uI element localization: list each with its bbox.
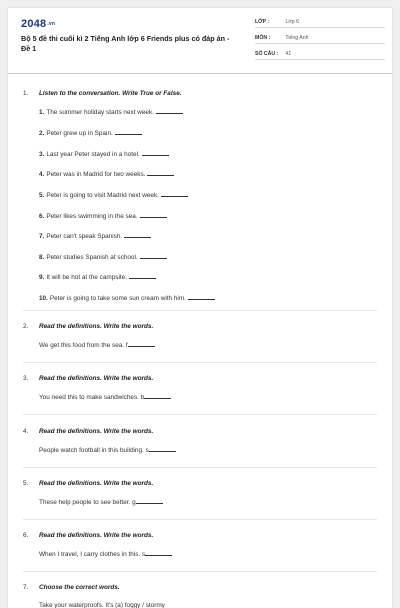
item-text: Last year Peter stayed in a hotel. xyxy=(46,151,140,158)
item-number: 7. xyxy=(39,233,45,240)
question-text xyxy=(39,341,155,349)
answer-blank[interactable] xyxy=(144,393,171,399)
question-instruction: Listen to the conversation. Write True or False. xyxy=(39,90,182,97)
question-number: 4. xyxy=(23,428,29,435)
divider xyxy=(23,362,377,363)
question-instruction: Read the definitions. Write the words. xyxy=(39,428,154,435)
question-text xyxy=(39,602,165,608)
answer-blank[interactable] xyxy=(188,294,215,300)
question-text xyxy=(39,498,163,506)
divider xyxy=(23,571,377,572)
answer-blank[interactable] xyxy=(147,170,174,176)
question-number: 5. xyxy=(23,480,29,487)
question-text xyxy=(39,446,176,454)
answer-blank[interactable] xyxy=(142,150,169,156)
list-item xyxy=(39,108,183,116)
answer-blank[interactable] xyxy=(149,446,176,452)
answer-blank[interactable] xyxy=(145,550,172,556)
answer-blank[interactable] xyxy=(161,191,188,197)
item-number: 8. xyxy=(39,254,45,261)
meta-question-count xyxy=(255,49,385,60)
question-instruction: Choose the correct words. xyxy=(39,584,120,591)
item-number: 2. xyxy=(39,130,45,137)
item-number: 5. xyxy=(39,192,45,199)
item-number: 6. xyxy=(39,213,45,220)
divider xyxy=(23,519,377,520)
answer-blank[interactable] xyxy=(129,273,156,279)
item-number: 3. xyxy=(39,151,45,158)
list-item xyxy=(39,191,188,199)
meta-subject-value: Tiếng Anh xyxy=(285,35,309,41)
meta-count-value: 41 xyxy=(285,51,292,57)
item-text: Peter was in Madrid for two weeks. xyxy=(46,171,146,178)
question-instruction: Read the definitions. Write the words. xyxy=(39,375,154,382)
item-number: 10. xyxy=(39,295,48,302)
item-text: People watch football in this building. s xyxy=(39,447,149,454)
document-page xyxy=(8,8,392,608)
answer-blank[interactable] xyxy=(140,212,167,218)
logo-main: 2048 xyxy=(21,18,47,30)
question-instruction: Read the definitions. Write the words. xyxy=(39,323,154,330)
divider xyxy=(23,310,377,311)
item-text: It will be hot at the campsite. xyxy=(46,274,127,281)
item-text: We get this food from the sea. f xyxy=(39,342,128,349)
answer-blank[interactable] xyxy=(124,232,151,238)
question-number: 1. xyxy=(23,90,29,97)
item-text: Peter can't speak Spanish. xyxy=(46,233,123,240)
divider xyxy=(23,467,377,468)
list-item xyxy=(39,170,174,178)
site-logo[interactable] xyxy=(21,18,55,30)
meta-class-value: Lớp 6 xyxy=(285,19,299,25)
item-text: Peter grew up in Spain. xyxy=(46,130,113,137)
meta-class xyxy=(255,17,385,28)
question-number: 7. xyxy=(23,584,29,591)
list-item xyxy=(39,273,156,281)
list-item xyxy=(39,253,167,261)
document-header xyxy=(8,8,392,74)
question-number: 2. xyxy=(23,323,29,330)
list-item xyxy=(39,212,167,220)
meta-subject xyxy=(255,33,385,44)
item-text: Peter is going to visit Madrid next week. xyxy=(46,192,159,199)
question-number: 3. xyxy=(23,375,29,382)
question-number: 6. xyxy=(23,532,29,539)
item-text: Peter studies Spanish at school. xyxy=(46,254,138,261)
list-item xyxy=(39,232,151,240)
answer-blank[interactable] xyxy=(156,108,183,114)
item-text: These help people to see better. g xyxy=(39,499,136,506)
item-text: When I travel, I carry clothes in this. s xyxy=(39,551,146,558)
page-title: Bộ 5 đề thi cuối kì 2 Tiếng Anh lớp 6 Friends plus có đáp án - Đề 1 xyxy=(21,34,230,53)
item-text: You need this to make sandwiches. b xyxy=(39,394,145,401)
item-number: 1. xyxy=(39,109,45,116)
question-text xyxy=(39,393,171,401)
answer-blank[interactable] xyxy=(115,129,142,135)
meta-subject-label: MÔN : xyxy=(255,35,271,41)
question-text xyxy=(39,550,172,558)
meta-count-label: SỐ CÂU : xyxy=(255,51,279,57)
meta-class-label: LỚP : xyxy=(255,19,270,25)
item-text: Peter is going to take some sun cream with him. xyxy=(49,295,186,302)
answer-blank[interactable] xyxy=(136,498,163,504)
answer-blank[interactable] xyxy=(140,253,167,259)
item-number: 4. xyxy=(39,171,45,178)
item-text: The summer holiday starts next week. xyxy=(46,109,154,116)
list-item xyxy=(39,129,142,137)
question-instruction: Read the definitions. Write the words. xyxy=(39,480,154,487)
list-item xyxy=(39,294,215,302)
item-text: Take your waterproofs. It's (a) foggy / stormy xyxy=(39,602,165,608)
list-item xyxy=(39,150,169,158)
divider xyxy=(23,414,377,415)
logo-suffix: .vn xyxy=(47,21,56,27)
answer-blank[interactable] xyxy=(128,341,155,347)
item-text: Peter likes swimming in the sea. xyxy=(46,213,138,220)
item-number: 9. xyxy=(39,274,45,281)
question-instruction: Read the definitions. Write the words. xyxy=(39,532,154,539)
